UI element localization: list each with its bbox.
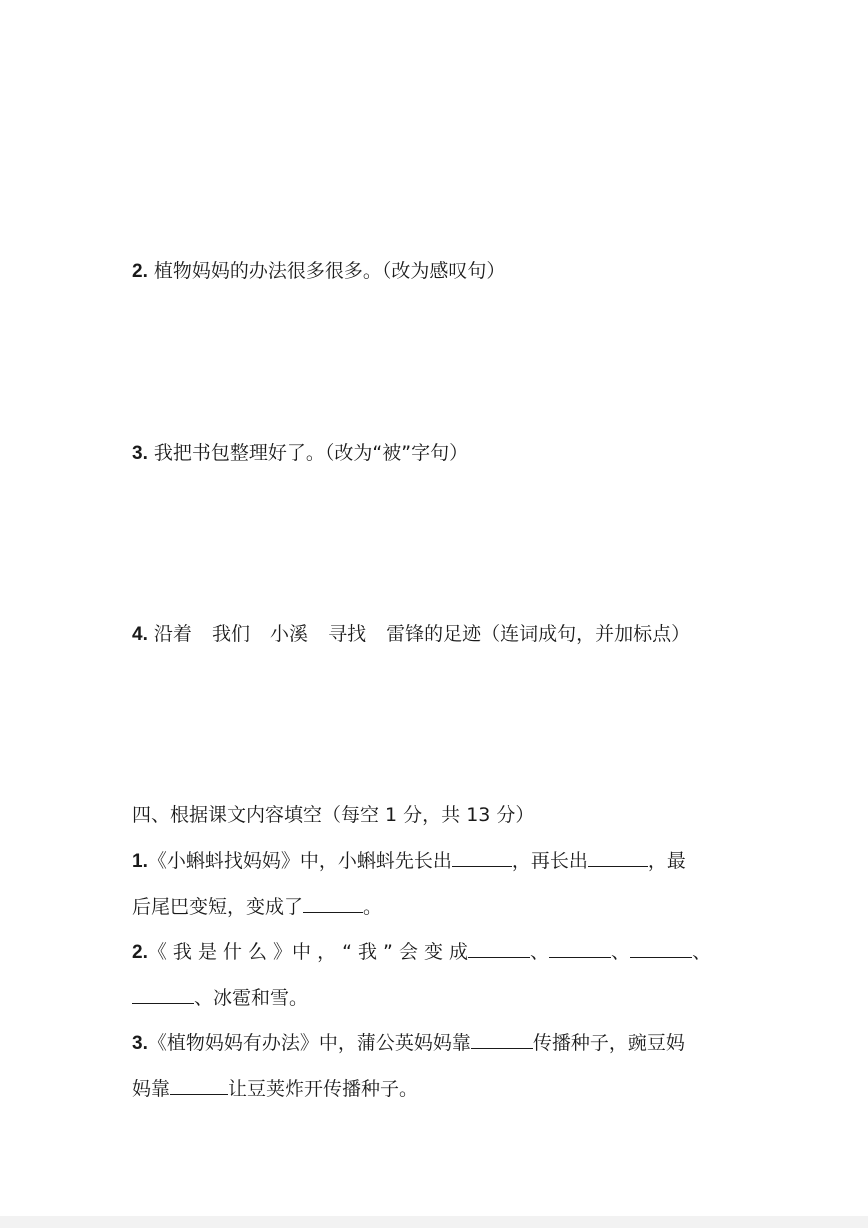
question-4-1-line-2 bbox=[132, 894, 382, 920]
answer-blank[interactable] bbox=[471, 1030, 533, 1049]
answer-blank[interactable] bbox=[132, 985, 194, 1004]
text-segment: 、冰雹和雪。 bbox=[194, 987, 309, 1009]
separator: 、 bbox=[692, 941, 712, 963]
answer-blank[interactable] bbox=[630, 939, 692, 958]
text-segment: 让豆荚炸开传播种子。 bbox=[228, 1078, 419, 1100]
separator: 、 bbox=[611, 941, 631, 963]
section-4-heading bbox=[132, 802, 534, 828]
word-5: 雷锋的足迹 bbox=[386, 623, 482, 645]
question-instruction: （连词成句，并加标点） bbox=[481, 623, 691, 645]
question-3-3 bbox=[132, 440, 468, 467]
page-bottom-edge bbox=[0, 1216, 868, 1228]
question-number: 3. bbox=[132, 1033, 148, 1054]
question-text: 我把书包整理好了。（改为“被”字句） bbox=[153, 442, 469, 464]
text-segment: 《 我 是 什 么 》中 ， “ 我 ” 会 变 成 bbox=[147, 941, 469, 963]
word-1: 沿着 bbox=[153, 623, 192, 645]
answer-blank[interactable] bbox=[468, 939, 530, 958]
question-4-3-line-1 bbox=[132, 1030, 685, 1057]
question-3-2 bbox=[132, 258, 505, 285]
answer-blank[interactable] bbox=[303, 894, 363, 913]
text-segment: 后尾巴变短，变成了 bbox=[132, 896, 304, 918]
question-4-1-line-1 bbox=[132, 848, 686, 875]
question-4-2-line-1 bbox=[132, 939, 711, 966]
text-segment: 传播种子，豌豆妈 bbox=[532, 1032, 685, 1054]
text-segment: 《小蝌蚪找妈妈》中，小蝌蚪先长出 bbox=[147, 850, 452, 872]
question-3-4 bbox=[132, 621, 690, 648]
word-2: 我们 bbox=[211, 623, 250, 645]
question-4-2-line-2 bbox=[132, 985, 308, 1011]
question-number: 2. bbox=[132, 942, 148, 963]
separator: 、 bbox=[530, 941, 550, 963]
question-text: 植物妈妈的办法很多很多。（改为感叹句） bbox=[153, 260, 506, 282]
text-segment: 《植物妈妈有办法》中，蒲公英妈妈靠 bbox=[147, 1032, 471, 1054]
section-heading-text: 四、根据课文内容填空（每空 1 分，共 13 分） bbox=[132, 804, 535, 826]
question-number: 1. bbox=[132, 851, 148, 872]
text-segment: 。 bbox=[363, 896, 383, 918]
question-4-3-line-2 bbox=[132, 1076, 418, 1102]
answer-blank[interactable] bbox=[170, 1076, 228, 1095]
word-3: 小溪 bbox=[270, 623, 309, 645]
answer-blank[interactable] bbox=[549, 939, 611, 958]
text-segment: ，再长出 bbox=[511, 850, 588, 872]
text-segment: ，最 bbox=[647, 850, 686, 872]
question-number: 3. bbox=[132, 443, 148, 464]
answer-blank[interactable] bbox=[452, 848, 512, 867]
text-segment: 妈靠 bbox=[132, 1078, 171, 1100]
word-4: 寻找 bbox=[328, 623, 367, 645]
answer-blank[interactable] bbox=[588, 848, 648, 867]
question-number: 4. bbox=[132, 624, 148, 645]
question-number: 2. bbox=[132, 261, 148, 282]
